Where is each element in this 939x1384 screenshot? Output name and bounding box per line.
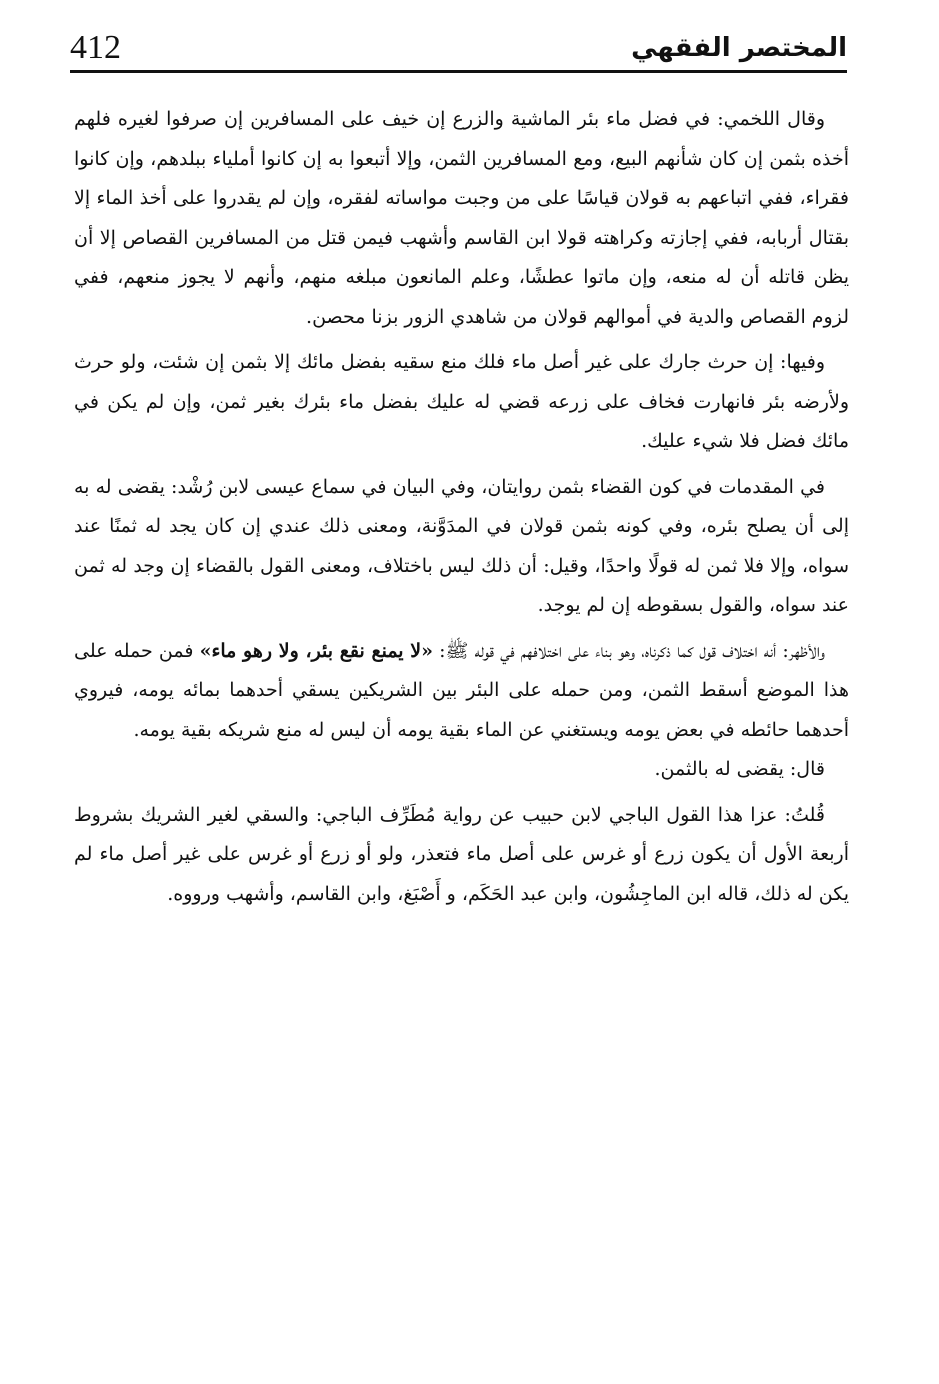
- paragraph-qala: قال: يقضى له بالثمن.: [654, 758, 825, 780]
- azhar-rest: فمن حمله على هذا الموضع أسقط الثمن، ومن حمله على البئر بين الشريكين يسقي أحدهما بمائه يومه، فيروي أحدهما حائطه في بعض يومه ويستغني عن الماء بقية يومه أن ليس له منع شريكه بقية يومه.: [74, 639, 849, 741]
- page-header: [70, 28, 847, 76]
- paragraph-fiha: وفيها: إن حرث جارك على غير أصل ماء فلك منع سقيه بفضل مائك إلا بثمن إن شئت، ولو حرث ولأرضه بئر فانهارت فخاف على زرعه قضي له عليك بفضل ماء بئرك بغير ثمن، وإن لم يكن في مائك فضل فلا شيء عليك.: [74, 351, 849, 452]
- page-number: 412: [70, 29, 121, 66]
- paragraph-azhar: [74, 632, 849, 751]
- book-title: المختصر الفقهي: [631, 33, 847, 63]
- paragraph-muqaddimat: في المقدمات في كون القضاء بثمن روايتان، وفي البيان في سماع عيسى لابن رُشْد: يقضى له به إلى أن يصلح بئره، وفي كونه بثمن قولان في المدَوَّنة، ومعنى ذلك عندي إن كان يجد له ثمنًا عند سواه، وإلا فلا ثمن له قولًا واحدًا، وقيل: أن ذلك ليس باختلاف، ومعنى القول بالقضاء إن وجد له ثمن عند سواه، والقول بسقوطه إن لم يوجد.: [74, 475, 849, 616]
- hadith-quote: «لا يمنع نقع بئر، ولا رهو ماء»: [199, 639, 434, 662]
- paragraph-qultu: قُلتُ: عزا هذا القول الباجي لابن حبيب عن رواية مُطَرِّف الباجي: والسقي لغير الشريك بشروط أربعة الأول أن يكون زرع أو غرس على أصل ماء فتعذر، ولو أو زرع أو غرس على غير أصل ماء لم يكن له ذلك، قاله ابن الماجِشُون، وابن عبد الحَكَم، و أَصْبَغ، وابن القاسم، وأشهب ورووه.: [74, 803, 849, 905]
- body-text: [74, 100, 849, 914]
- paragraph-lakhmi: وقال اللخمي: في فضل ماء بئر الماشية والزرع إن خيف على المسافرين إن صرفوا لغيره فلهم أخذه بثمن إن كان شأنهم البيع، ومع المسافرين الثمن، وإلا أتبعوا به إن كانوا أملياء ببلدهم، وإن كانوا فقراء، ففي اتباعهم به قولان قياسًا على من وجبت مواساته لفقره، وإن لم يقدروا على أخذ الماء إلا بقتال أربابه، ففي إجازته وكراهته قولا ابن القاسم وأشهب فيمن قتل من المسافرين القصاص إلا أن يظن قاتله أن له منعه، وإن ماتوا عطشًا، وعلم المانعون مبلغه منهم، وأنهم لا يجوز منعهم، ففي لزوم القصاص والدية في أموالهم قولان من شاهدي الزور بزنا محصن.: [74, 108, 849, 328]
- header-rule: [70, 70, 847, 73]
- azhar-intro: والأظهر: أنه اختلاف قول كما ذكرناه، وهو بناء على اختلافهم في قوله ﷺ:: [433, 639, 825, 662]
